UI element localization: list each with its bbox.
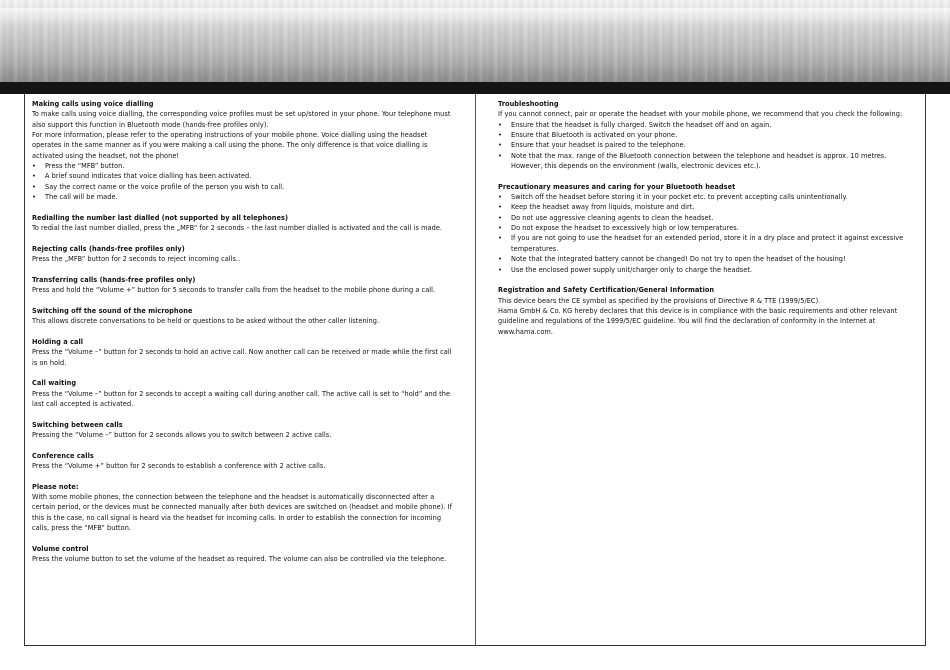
bullet-item: • Say the correct name or the voice profile of the person you wish to call. bbox=[32, 182, 452, 192]
bullet-item: • Ensure that Bluetooth is activated on your phone. bbox=[498, 130, 908, 140]
bullet-item: • If you are not going to use the headset for an extended period, store it in a dry place and protect it against excessive temperatures. bbox=[498, 233, 908, 254]
section-paragraph: Press the „MFB“ button for 2 seconds to reject incoming calls.. bbox=[32, 254, 241, 264]
bullet-item: • Note that the max. range of the Bluetooth connection between the telephone and headset is approx. 10 metres. However, this depends on the environment (walls, electronic devices etc.). bbox=[498, 151, 908, 172]
section-volume-control bbox=[32, 544, 452, 565]
section-paragraph: To make calls using voice dialling, the corresponding voice profiles must be set up/stored in your phone. Your telephone must also support this function in Bluetooth mode (hands-free profiles only). bbox=[32, 109, 451, 129]
section-heading: Please note: bbox=[32, 481, 79, 491]
section-troubleshooting bbox=[498, 99, 908, 171]
section-making-calls-using-voice-dialling bbox=[32, 99, 452, 202]
section-paragraph: Press the “Volume +” button for 2 seconds to establish a conference with 2 active calls. bbox=[32, 461, 326, 471]
section-heading: Rejecting calls (hands-free profiles only) bbox=[32, 243, 185, 253]
section-rejecting-calls-hands-free-profiles-only bbox=[32, 244, 452, 265]
metal-highlight bbox=[0, 8, 950, 26]
section-heading: Volume control bbox=[32, 543, 89, 553]
right-column bbox=[498, 99, 908, 347]
section-paragraph: This device bears the CE symbol as specified by the provisions of Directive R & TTE (1999/5/EC). bbox=[498, 295, 821, 305]
section-heading: Troubleshooting bbox=[498, 99, 559, 108]
section-heading: Call waiting bbox=[32, 378, 77, 388]
section-heading: Holding a call bbox=[32, 336, 84, 346]
brushed-metal-header bbox=[0, 0, 950, 82]
section-heading: Switching off the sound of the microphone bbox=[32, 305, 193, 315]
section-precautionary-measures-and-caring-for-your-bluetooth-headset bbox=[498, 182, 908, 275]
section-heading: Switching between calls bbox=[32, 419, 123, 429]
section-paragraph: Pressing the “Volume –” button for 2 seconds allows you to switch between 2 active calls. bbox=[32, 430, 332, 439]
section-paragraph: Press the “Volume –” button for 2 seconds to hold an active call. Now another call can be received or made while the first call is on hold. bbox=[32, 347, 452, 367]
section-heading: Precautionary measures and caring for your Bluetooth headset bbox=[498, 181, 736, 191]
bullet-item: • Ensure that your headset is paired to the telephone. bbox=[498, 140, 908, 150]
bullet-list bbox=[498, 120, 908, 172]
section-paragraph: Hama GmbH & Co. KG hereby declares that this device is in compliance with the basic requirements and other relevant guideline and regulations of the 1999/5/EC guideline. You will find the declaration of conformity in the Internet at www.hama.com. bbox=[498, 305, 898, 336]
section-paragraph: Press and hold the “Volume +” button for 5 seconds to transfer calls from the headset to the mobile phone during a call. bbox=[32, 285, 436, 295]
section-paragraph: Press the volume button to set the volume of the headset as required. The volume can also be controlled via the telephone. bbox=[32, 554, 447, 564]
bullet-item: • Do not expose the headset to excessively high or low temperatures. bbox=[498, 223, 908, 233]
bullet-item: • Do not use aggressive cleaning agents to clean the headset. bbox=[498, 213, 908, 223]
left-column bbox=[32, 99, 452, 575]
section-heading: Transferring calls (hands-free profiles only) bbox=[32, 274, 196, 284]
section-call-waiting bbox=[32, 378, 452, 409]
section-paragraph: This allows discrete conversations to be held or questions to be asked without the other caller listening. bbox=[32, 316, 380, 326]
bullet-item: • Press the “MFB” button. bbox=[32, 161, 452, 171]
section-transferring-calls-hands-free-profiles-only bbox=[32, 275, 452, 296]
section-paragraph: To redial the last number dialled, press the „MFB“ for 2 seconds – the last number dialled is activated and the call is made. bbox=[32, 223, 443, 233]
section-paragraph: If you cannot connect, pair or operate the headset with your mobile phone, we recommend that you check the following: bbox=[498, 109, 903, 119]
section-paragraph: Press the “Volume –” button for 2 seconds to accept a waiting call during another call. The active call is set to “hold” and the last call accepted is activated. bbox=[32, 388, 451, 408]
bullet-item: • Keep the headset away from liquids, moisture and dirt. bbox=[498, 202, 908, 212]
section-redialling-the-number-last-dialled-not-supported-by-all-telephones bbox=[32, 213, 452, 234]
bullet-list bbox=[498, 192, 908, 275]
bullet-item: • Switch off the headset before storing it in your pocket etc. to prevent accepting calls unintentionally. bbox=[498, 192, 908, 202]
section-conference-calls bbox=[32, 451, 452, 472]
bullet-item: • Note that the integrated battery cannot be changed! Do not try to open the headset of the housing! bbox=[498, 254, 908, 264]
section-switching-off-the-sound-of-the-microphone bbox=[32, 306, 452, 327]
bullet-item: • Ensure that the headset is fully charged. Switch the headset off and on again. bbox=[498, 120, 908, 130]
section-heading: Registration and Safety Certification/General Information bbox=[498, 285, 715, 295]
section-heading: Redialling the number last dialled (not supported by all telephones) bbox=[32, 212, 289, 222]
header-dark-band bbox=[0, 82, 950, 94]
section-heading: Conference calls bbox=[32, 450, 94, 460]
section-holding-a-call bbox=[32, 337, 452, 368]
bullet-item: • The call will be made. bbox=[32, 192, 452, 202]
section-please-note bbox=[32, 482, 452, 534]
section-heading: Making calls using voice dialling bbox=[32, 99, 154, 108]
section-registration-and-safety-certification-general-information bbox=[498, 285, 908, 337]
section-paragraph: For more information, please refer to the operating instructions of your mobile phone. Voice dialling using the headset operates in the same manner as if you were making a call using the phone. The only difference is that voice dialling is activated using the headset, not the phone! bbox=[32, 130, 428, 160]
bullet-list bbox=[32, 161, 452, 202]
section-switching-between-calls bbox=[32, 420, 452, 441]
bullet-item: • A brief sound indicates that voice dialling has been activated. bbox=[32, 171, 452, 181]
section-paragraph: With some mobile phones, the connection between the telephone and the headset is automatically disconnected after a certain period, or the devices must be connected manually after both devices are switched on (headset and mobile phone). If this is the case, no call signal is heard via the headset for incoming calls. In order to establish the connection for incoming calls, press the “MFB” button. bbox=[32, 492, 452, 533]
bullet-item: • Use the enclosed power supply unit/charger only to charge the headset. bbox=[498, 265, 908, 275]
column-divider bbox=[475, 94, 476, 646]
